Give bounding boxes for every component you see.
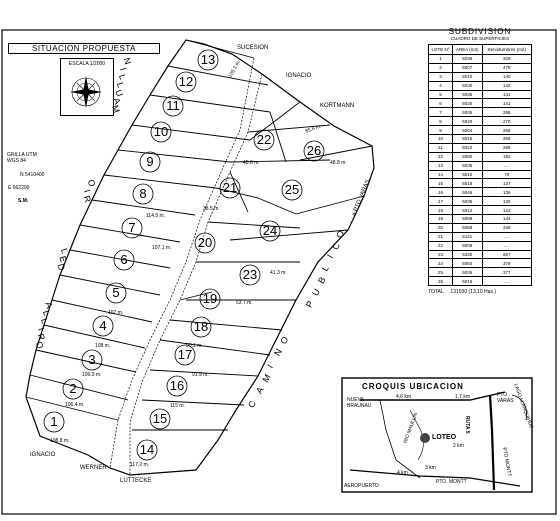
lot-number-7: 7 bbox=[128, 220, 136, 235]
lot-number-10: 10 bbox=[153, 124, 169, 139]
cell-lote: 21 bbox=[429, 232, 453, 241]
cell-lote: 7 bbox=[429, 108, 453, 117]
measure-lot2: 106.4 m. bbox=[65, 402, 85, 408]
col-servidumbre: Servidumbres (m2) bbox=[482, 45, 531, 55]
croquis-dist-3: 3 km bbox=[425, 465, 436, 471]
cell-area: 5015 bbox=[452, 277, 482, 286]
camino-letter: L bbox=[319, 261, 333, 273]
cell-lote: 9 bbox=[429, 126, 453, 135]
cell-servidumbre: 288 bbox=[482, 108, 531, 117]
cell-area: 5035 bbox=[452, 90, 482, 99]
cell-servidumbre: 141 bbox=[482, 99, 531, 108]
camino-letter: N bbox=[272, 344, 286, 358]
table-row bbox=[429, 250, 532, 259]
cell-servidumbre: 140 bbox=[482, 72, 531, 81]
orilla-letter: R bbox=[81, 194, 94, 204]
cell-servidumbre: 141 bbox=[482, 90, 531, 99]
table-row bbox=[429, 277, 532, 286]
total-value: 131030 (13,10 Has.) bbox=[450, 289, 497, 296]
cell-servidumbre: 289 bbox=[482, 143, 531, 152]
lot-number-15: 15 bbox=[152, 411, 168, 426]
cell-lote: 16 bbox=[429, 188, 453, 197]
cell-area: 5035 bbox=[452, 161, 482, 170]
lot-number-2: 2 bbox=[69, 381, 77, 396]
measure-lot8: 114.5 m. bbox=[146, 213, 166, 219]
orilla-letter: A bbox=[111, 96, 123, 106]
table-row bbox=[429, 268, 532, 277]
measure-lot17: 91.9 m. bbox=[192, 372, 209, 378]
table-row bbox=[429, 99, 532, 108]
lot-number-20: 20 bbox=[197, 235, 213, 250]
measure-lot3: 106.3 m. bbox=[82, 372, 102, 378]
lot-number-9: 9 bbox=[146, 154, 154, 169]
cell-area: 5010 bbox=[452, 72, 482, 81]
measure-lot7: 107.1 m. bbox=[152, 245, 172, 251]
cell-area: 5018 bbox=[452, 179, 482, 188]
lot-number-19: 19 bbox=[202, 291, 218, 306]
lot-number-16: 16 bbox=[169, 378, 185, 393]
cell-servidumbre: 144 bbox=[482, 215, 531, 224]
cell-servidumbre: 182 bbox=[482, 152, 531, 161]
grid-title: GRILLA UTM bbox=[7, 152, 37, 158]
croquis-loteo: LOTEO bbox=[432, 434, 457, 441]
croquis-dist-4: 2 km bbox=[453, 443, 464, 449]
cell-servidumbre: 137 bbox=[482, 179, 531, 188]
table-row bbox=[429, 108, 532, 117]
table-total bbox=[428, 289, 532, 295]
cell-lote: 22 bbox=[429, 241, 453, 250]
cell-lote: 17 bbox=[429, 197, 453, 206]
cell-lote: 13 bbox=[429, 161, 453, 170]
cell-lote: 4 bbox=[429, 81, 453, 90]
table-row bbox=[429, 241, 532, 250]
orilla-letter: O bbox=[33, 340, 46, 350]
table-row bbox=[429, 63, 532, 72]
camino-letter: C bbox=[246, 396, 260, 410]
measure-lot13: 126.3 m. bbox=[227, 59, 243, 79]
measure-lot22: 45.6 m. bbox=[243, 160, 260, 166]
lot-number-4: 4 bbox=[99, 318, 107, 333]
table-subtitle: CUADRO DE SUPERFICIES bbox=[450, 36, 510, 41]
camino-letter: M bbox=[260, 369, 275, 385]
scale-box bbox=[60, 58, 114, 116]
orilla-letter: E bbox=[57, 254, 69, 264]
neighbor-ignacio-bottom: IGNACIO bbox=[30, 452, 56, 458]
lot-number-22: 22 bbox=[256, 132, 272, 147]
orilla-letter: I bbox=[118, 66, 129, 72]
plan-title: SITUACION PROPUESTA bbox=[8, 43, 160, 54]
cell-area: 5016 bbox=[452, 135, 482, 144]
cell-area: 5020 bbox=[452, 99, 482, 108]
croquis-pto-montt-2: PTO MONTT bbox=[501, 447, 513, 477]
cell-area: 5330 bbox=[452, 250, 482, 259]
cell-servidumbre: 70 bbox=[482, 170, 531, 179]
lot-number-17: 17 bbox=[177, 347, 193, 362]
lot-number-18: 18 bbox=[193, 319, 209, 334]
lot-number-12: 12 bbox=[178, 74, 194, 89]
pto-varas-direction: a PTO.VARAS bbox=[351, 178, 372, 218]
cell-area: 5058 bbox=[452, 223, 482, 232]
cell-lote: 6 bbox=[429, 99, 453, 108]
orilla-letter: I bbox=[36, 326, 47, 332]
croquis-title: CROQUIS UBICACION bbox=[362, 382, 464, 391]
camino-letter: U bbox=[310, 284, 324, 298]
grid-unit: S.M. bbox=[18, 198, 29, 204]
orilla-letter: R bbox=[35, 332, 48, 342]
cell-area: 5005 bbox=[452, 108, 482, 117]
croquis-aeropuerto: AEROPUERTO bbox=[344, 483, 379, 489]
cell-lote: 8 bbox=[429, 117, 453, 126]
cell-servidumbre: 667 bbox=[482, 250, 531, 259]
table-row bbox=[429, 90, 532, 99]
orilla-letter: L bbox=[58, 247, 71, 255]
cell-area: 5007 bbox=[452, 63, 482, 72]
measure-lot26-right: 48.8 m. bbox=[330, 160, 347, 166]
cell-area: 5030 bbox=[452, 81, 482, 90]
cell-servidumbre: 268 bbox=[482, 126, 531, 135]
cell-lote: 2 bbox=[429, 63, 453, 72]
lot-number-23: 23 bbox=[242, 267, 258, 282]
cell-area: 5009 bbox=[452, 215, 482, 224]
orilla-letter: D bbox=[55, 262, 68, 272]
table-row bbox=[429, 197, 532, 206]
cell-servidumbre: 122 bbox=[482, 206, 531, 215]
cell-servidumbre: 328 bbox=[482, 55, 531, 64]
cell-servidumbre: .... bbox=[482, 277, 531, 286]
cell-servidumbre: .... bbox=[482, 241, 531, 250]
croquis-rio: RIO MAULLIN bbox=[402, 411, 420, 445]
cell-servidumbre: 142 bbox=[482, 81, 531, 90]
table-row bbox=[429, 188, 532, 197]
croquis-dist-2: 1,7 km bbox=[455, 394, 471, 400]
cell-area: 5046 bbox=[452, 188, 482, 197]
table-row bbox=[429, 81, 532, 90]
cell-servidumbre: 258 bbox=[482, 135, 531, 144]
table-row bbox=[429, 259, 532, 268]
col-lote: LOTE N° bbox=[429, 45, 453, 55]
grid-datum: WGS 84 bbox=[7, 158, 26, 164]
grid-east: E 662200 bbox=[8, 185, 30, 191]
neighbor-werner: WERNER bbox=[80, 465, 107, 471]
col-area: AREA (m2) bbox=[452, 45, 482, 55]
cell-lote: 1 bbox=[429, 55, 453, 64]
cell-area: 5035 bbox=[452, 268, 482, 277]
lot-number-5: 5 bbox=[112, 285, 120, 300]
table-row bbox=[429, 143, 532, 152]
cell-lote: 23 bbox=[429, 250, 453, 259]
measure-lot5: 107 m. bbox=[108, 310, 124, 316]
measure-lot1-bottom: 108.8 m. bbox=[50, 438, 70, 444]
grid-north: N 5410400 bbox=[20, 172, 45, 178]
camino-letter: I bbox=[325, 250, 337, 260]
croquis-ruta: RUTA 5 bbox=[464, 416, 470, 434]
orilla-letter: U bbox=[113, 88, 126, 98]
cell-servidumbre: 338 bbox=[482, 223, 531, 232]
table-row bbox=[429, 55, 532, 64]
croquis-lago: LAGO LLANQUIHUE bbox=[512, 383, 535, 430]
cell-area: 5010 bbox=[452, 170, 482, 179]
cell-lote: 18 bbox=[429, 206, 453, 215]
orilla-letter: M bbox=[109, 103, 122, 115]
lot-number-25: 25 bbox=[284, 182, 300, 197]
lot-number-21: 21 bbox=[222, 180, 238, 195]
croquis-nueva-braunau: NUEVA BRAUNAU bbox=[347, 397, 372, 409]
orilla-letter: I bbox=[82, 188, 93, 194]
orilla-letter: A bbox=[43, 300, 55, 310]
measure-lot16: 115 m. bbox=[170, 403, 185, 409]
cell-servidumbre: 478 bbox=[482, 63, 531, 72]
neighbor-kortmann: KORTMANN bbox=[320, 103, 355, 109]
table-row bbox=[429, 126, 532, 135]
orilla-letter: L bbox=[40, 309, 53, 317]
table-row bbox=[429, 161, 532, 170]
cell-area: 5121 bbox=[452, 232, 482, 241]
area-table bbox=[428, 27, 532, 295]
orilla-letter: L bbox=[114, 81, 127, 89]
camino-letter: A bbox=[253, 382, 268, 396]
cell-lote: 25 bbox=[429, 268, 453, 277]
cell-area: 5012 bbox=[452, 206, 482, 215]
orilla-letter: N bbox=[121, 56, 134, 66]
cell-servidumbre: 130 bbox=[482, 197, 531, 206]
lot-number-14: 14 bbox=[139, 442, 155, 457]
camino-letter: P bbox=[303, 296, 318, 310]
cell-servidumbre: 378 bbox=[482, 259, 531, 268]
camino-letter: O bbox=[278, 332, 292, 346]
measure-lot23: 41.3 m. bbox=[270, 270, 287, 276]
cell-area: 5004 bbox=[452, 126, 482, 135]
lots-table bbox=[428, 44, 532, 286]
camino-letter: O bbox=[334, 226, 348, 240]
cell-lote: 10 bbox=[429, 135, 453, 144]
cell-area: 5009 bbox=[452, 241, 482, 250]
cell-lote: 3 bbox=[429, 72, 453, 81]
measure-lot14: 117.2 m. bbox=[130, 462, 150, 468]
cell-lote: 20 bbox=[429, 223, 453, 232]
camino-letter: B bbox=[315, 272, 330, 286]
measure-lot19: 53.7 m. bbox=[236, 300, 253, 306]
table-row bbox=[429, 215, 532, 224]
table-title: SUBDIVISION bbox=[448, 27, 512, 36]
scale-label: ESCALA 1/2000 bbox=[68, 61, 106, 67]
lot-number-1: 1 bbox=[50, 414, 58, 429]
total-label: TOTAL bbox=[428, 289, 444, 296]
orilla-letter: L bbox=[116, 73, 129, 81]
cell-servidumbre: 270 bbox=[482, 117, 531, 126]
table-row bbox=[429, 206, 532, 215]
cell-lote: 19 bbox=[429, 215, 453, 224]
cell-servidumbre: .... bbox=[482, 232, 531, 241]
cell-lote: 5 bbox=[429, 90, 453, 99]
cell-area: 5038 bbox=[452, 55, 482, 64]
cell-servidumbre: 377 bbox=[482, 268, 531, 277]
cell-lote: 26 bbox=[429, 277, 453, 286]
measure-lot21: 38.5 m. bbox=[203, 206, 220, 212]
camino-letter: I bbox=[265, 360, 277, 370]
lot-number-11: 11 bbox=[166, 98, 180, 113]
neighbor-ignacio-top: IGNACIO bbox=[286, 73, 312, 79]
cell-servidumbre: 136 bbox=[482, 188, 531, 197]
table-row bbox=[429, 223, 532, 232]
lots-table-body bbox=[429, 55, 532, 286]
lot-number-24: 24 bbox=[262, 223, 278, 238]
cell-lote: 12 bbox=[429, 152, 453, 161]
loteo-marker bbox=[420, 433, 430, 443]
lot-number-3: 3 bbox=[88, 352, 96, 367]
cell-area: 5020 bbox=[452, 117, 482, 126]
cell-lote: 15 bbox=[429, 179, 453, 188]
orilla-letter: O bbox=[85, 178, 98, 188]
table-row bbox=[429, 170, 532, 179]
cell-lote: 14 bbox=[429, 170, 453, 179]
measure-lot18: 90.1 m. bbox=[186, 343, 203, 349]
cell-area: 5080 bbox=[452, 152, 482, 161]
croquis-pto-varas: PTO VARAS bbox=[497, 392, 514, 404]
orilla-letter: L bbox=[38, 317, 51, 325]
croquis-dist-5: 4 km bbox=[397, 470, 408, 476]
cell-lote: 11 bbox=[429, 143, 453, 152]
table-row bbox=[429, 135, 532, 144]
table-row bbox=[429, 117, 532, 126]
croquis-dist-1: 4,6 km bbox=[396, 394, 412, 400]
croquis-pto-montt-1: PTO. MONTT bbox=[436, 479, 467, 485]
table-row bbox=[429, 232, 532, 241]
table-row bbox=[429, 179, 532, 188]
cell-area: 5084 bbox=[452, 259, 482, 268]
camino-letter: C bbox=[330, 238, 344, 252]
measure-lot4: 108 m. bbox=[95, 343, 111, 349]
cell-servidumbre: .... bbox=[482, 161, 531, 170]
cell-lote: 24 bbox=[429, 259, 453, 268]
table-row bbox=[429, 152, 532, 161]
cell-area: 5022 bbox=[452, 143, 482, 152]
measure-lot26-top: 85.6 m. bbox=[304, 123, 323, 135]
neighbor-luttecke: LUTTECKE bbox=[120, 478, 152, 484]
lot-number-8: 8 bbox=[139, 186, 147, 201]
croquis-map bbox=[350, 392, 527, 490]
neighbor-sucesion: SUCESION bbox=[237, 45, 269, 51]
lot-number-6: 6 bbox=[120, 252, 128, 267]
lot-number-26: 26 bbox=[306, 143, 322, 158]
table-row bbox=[429, 72, 532, 81]
cell-area: 5035 bbox=[452, 197, 482, 206]
lot-number-13: 13 bbox=[200, 52, 216, 67]
